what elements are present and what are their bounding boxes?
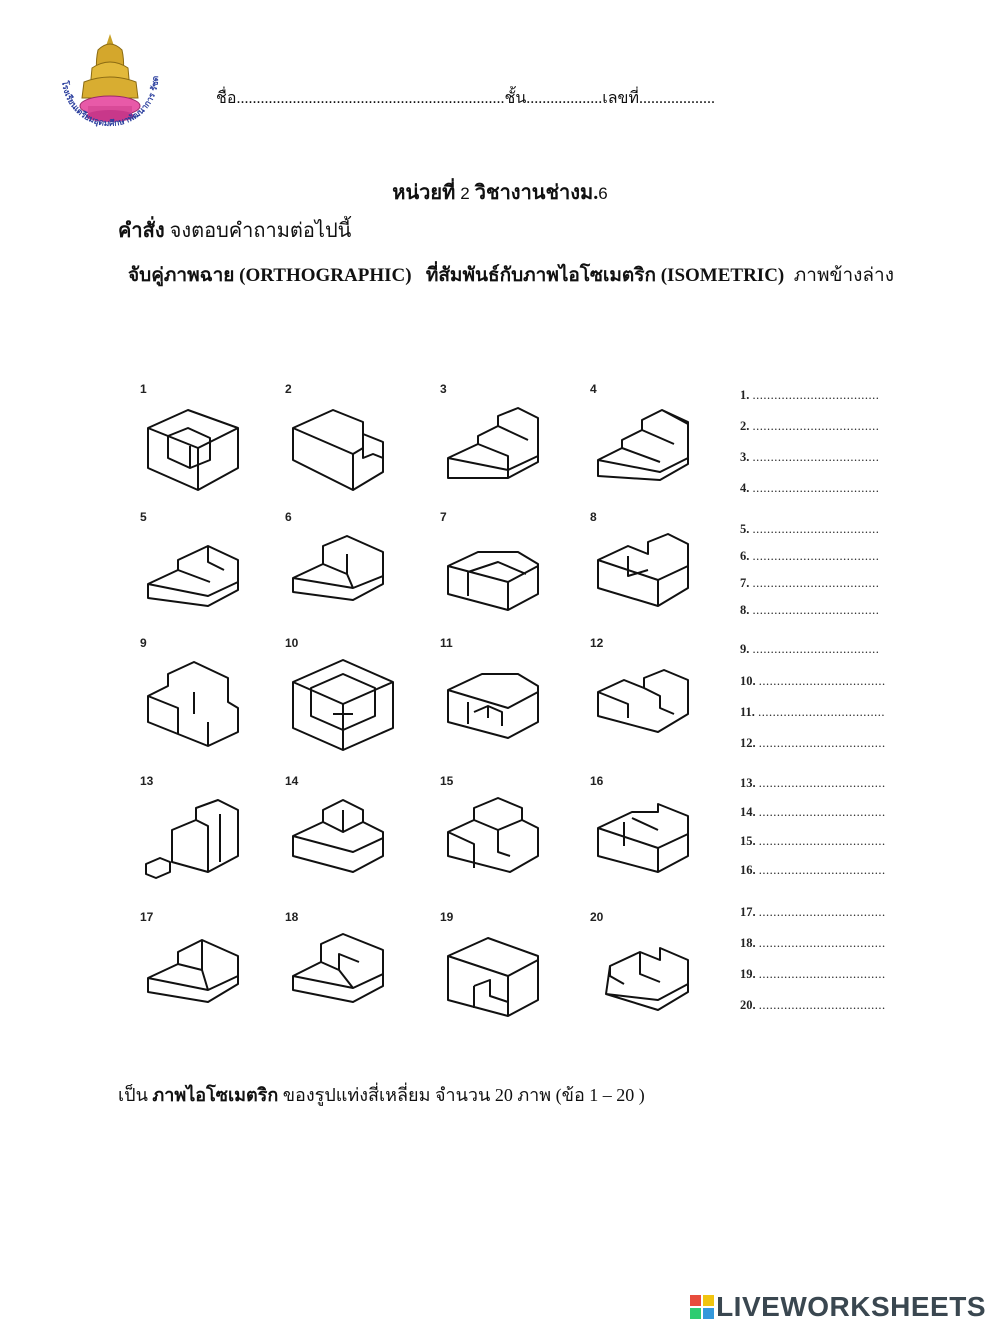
answer-number: 8. xyxy=(740,603,753,617)
instruction-label: คำสั่ง xyxy=(118,220,165,242)
figure-13 xyxy=(128,764,278,890)
answer-blank[interactable]: ................................... xyxy=(758,736,886,750)
answer-row-9 xyxy=(740,642,879,657)
answer-row-17 xyxy=(740,905,886,920)
answer-blank[interactable]: ................................... xyxy=(752,481,880,495)
isometric-figures-grid xyxy=(128,372,718,1032)
isometric-block-drawing xyxy=(138,652,258,752)
figure-9 xyxy=(128,626,278,752)
figure-number: 18 xyxy=(285,910,299,924)
figure-1 xyxy=(128,372,278,498)
class-blank[interactable]: ................... xyxy=(526,90,603,107)
isometric-block-drawing xyxy=(588,652,708,752)
answer-blank[interactable]: ................................... xyxy=(752,576,880,590)
answer-blank[interactable]: ................................... xyxy=(752,603,880,617)
footer-suffix: ของรูปแท่งสี่เหลี่ยม จำนวน 20 ภาพ (ข้อ 1 – 20 ) xyxy=(282,1085,645,1105)
answer-number: 1. xyxy=(740,388,753,402)
answer-number: 17. xyxy=(740,905,759,919)
figure-8 xyxy=(578,500,728,626)
answer-number: 20. xyxy=(740,998,759,1012)
answer-number: 13. xyxy=(740,776,759,790)
isometric-block-drawing xyxy=(138,790,258,890)
answer-row-18 xyxy=(740,936,886,951)
answer-number: 11. xyxy=(740,705,759,719)
answer-number: 14. xyxy=(740,805,759,819)
figure-12 xyxy=(578,626,728,752)
answer-row-4 xyxy=(740,481,879,496)
isometric-block-drawing xyxy=(283,926,403,1026)
answer-blank[interactable]: ................................... xyxy=(758,905,886,919)
answer-blank[interactable]: ................................... xyxy=(752,549,880,563)
brand-square-2 xyxy=(703,1295,714,1306)
answer-number: 2. xyxy=(740,419,753,433)
figure-number: 4 xyxy=(590,382,597,396)
answer-row-2 xyxy=(740,419,879,434)
figure-18 xyxy=(273,900,423,1026)
answer-row-6 xyxy=(740,549,879,564)
brand-square-4 xyxy=(703,1308,714,1319)
answer-number: 16. xyxy=(740,863,759,877)
answer-number: 18. xyxy=(740,936,759,950)
figure-19 xyxy=(428,900,578,1026)
figure-5 xyxy=(128,500,278,626)
answer-number: 7. xyxy=(740,576,753,590)
name-blank[interactable]: ................................................................... xyxy=(236,90,505,107)
answer-row-7 xyxy=(740,576,879,591)
figure-number: 1 xyxy=(140,382,147,396)
figure-number: 20 xyxy=(590,910,604,924)
figure-11 xyxy=(428,626,578,752)
figure-14 xyxy=(273,764,423,890)
answer-number: 10. xyxy=(740,674,759,688)
task-part-3: ภาพข้างล่าง xyxy=(793,265,894,286)
title-grade: 6 xyxy=(598,184,608,203)
figure-4 xyxy=(578,372,728,498)
number-label: เลขที่ xyxy=(602,90,640,107)
answer-row-14 xyxy=(740,805,886,820)
figure-17 xyxy=(128,900,278,1026)
answer-row-8 xyxy=(740,603,879,618)
answer-blank[interactable]: ................................... xyxy=(758,967,886,981)
liveworksheets-mark-icon xyxy=(690,1295,714,1319)
answer-blank[interactable]: ................................... xyxy=(758,674,886,688)
title-subject: วิชางานช่างม. xyxy=(474,182,599,204)
answer-number: 5. xyxy=(740,522,753,536)
task-description xyxy=(128,260,894,290)
answer-row-5 xyxy=(740,522,879,537)
answer-blank[interactable]: ................................... xyxy=(752,522,880,536)
class-label: ชั้น xyxy=(504,90,527,107)
figure-number: 5 xyxy=(140,510,147,524)
task-part-1: จับคู่ภาพฉาย (ORTHOGRAPHIC) xyxy=(128,265,412,286)
figure-16 xyxy=(578,764,728,890)
figure-number: 12 xyxy=(590,636,604,650)
figure-15 xyxy=(428,764,578,890)
figure-number: 19 xyxy=(440,910,454,924)
figure-number: 17 xyxy=(140,910,154,924)
isometric-block-drawing xyxy=(438,652,558,752)
isometric-block-drawing xyxy=(283,790,403,890)
isometric-block-drawing xyxy=(438,926,558,1026)
answer-row-13 xyxy=(740,776,886,791)
figure-number: 6 xyxy=(285,510,292,524)
answer-row-1 xyxy=(740,388,879,403)
isometric-block-drawing xyxy=(438,790,558,890)
answer-blank[interactable]: ................................... xyxy=(752,388,880,402)
figure-number: 15 xyxy=(440,774,454,788)
figure-number: 16 xyxy=(590,774,604,788)
instruction-text: จงตอบคำถามต่อไปนี้ xyxy=(169,220,352,242)
isometric-block-drawing xyxy=(138,398,258,498)
liveworksheets-wordmark: LIVEWORKSHEETS xyxy=(716,1291,986,1322)
isometric-block-drawing xyxy=(588,790,708,890)
answer-blank[interactable]: ................................... xyxy=(758,805,886,819)
task-part-2: ที่สัมพันธ์กับภาพไอโซเมตริก (ISOMETRIC) xyxy=(425,265,785,286)
figure-number: 14 xyxy=(285,774,299,788)
student-info-line xyxy=(216,86,715,111)
figure-number: 3 xyxy=(440,382,447,396)
figure-7 xyxy=(428,500,578,626)
brand-square-3 xyxy=(690,1308,701,1319)
answer-blank[interactable]: ................................... xyxy=(758,863,886,877)
figure-10 xyxy=(273,626,423,752)
answer-number: 6. xyxy=(740,549,753,563)
figure-number: 7 xyxy=(440,510,447,524)
answer-row-19 xyxy=(740,967,886,982)
figure-20 xyxy=(578,900,728,1026)
answer-number: 19. xyxy=(740,967,759,981)
answer-row-11 xyxy=(740,705,885,720)
isometric-block-drawing xyxy=(438,526,558,626)
school-seal-logo xyxy=(48,28,172,152)
figure-number: 13 xyxy=(140,774,154,788)
title-unit-number: 2 xyxy=(460,184,470,203)
footer-bold: ภาพไอโซเมตริก xyxy=(152,1085,279,1105)
isometric-block-drawing xyxy=(138,926,258,1026)
isometric-block-drawing xyxy=(588,926,708,1026)
isometric-block-drawing xyxy=(283,652,403,752)
answer-blank[interactable]: ................................... xyxy=(758,776,886,790)
answer-blank[interactable]: ................................... xyxy=(758,936,886,950)
answer-number: 9. xyxy=(740,642,753,656)
isometric-block-drawing xyxy=(138,526,258,626)
isometric-block-drawing xyxy=(588,526,708,626)
answer-blank[interactable]: ................................... xyxy=(758,705,885,719)
figure-2 xyxy=(273,372,423,498)
isometric-block-drawing xyxy=(588,398,708,498)
figure-6 xyxy=(273,500,423,626)
answer-number: 4. xyxy=(740,481,753,495)
figure-number: 11 xyxy=(440,636,453,650)
answer-number: 12. xyxy=(740,736,759,750)
answer-number: 15. xyxy=(740,834,759,848)
answer-blank[interactable]: ................................... xyxy=(752,450,880,464)
answer-row-20 xyxy=(740,998,886,1013)
footer-prefix: เป็น xyxy=(118,1085,148,1105)
answer-row-16 xyxy=(740,863,886,878)
number-blank[interactable]: ................... xyxy=(639,90,716,107)
page-title xyxy=(0,176,1000,208)
isometric-block-drawing xyxy=(438,398,558,498)
title-unit: หน่วยที่ xyxy=(392,182,456,204)
answer-row-10 xyxy=(740,674,886,689)
name-label: ชื่อ xyxy=(216,90,237,107)
figure-number: 2 xyxy=(285,382,292,396)
answer-blank[interactable]: ................................... xyxy=(752,419,880,433)
answer-blank[interactable]: ................................... xyxy=(758,998,886,1012)
liveworksheets-logo xyxy=(690,1291,986,1323)
school-seal-text: โรงเรียนเตรียมอุดมศึกษาพัฒนาการ รัชด xyxy=(59,75,162,130)
isometric-block-drawing xyxy=(283,398,403,498)
brand-square-1 xyxy=(690,1295,701,1306)
figure-3 xyxy=(428,372,578,498)
answer-blank[interactable]: ................................... xyxy=(758,834,886,848)
figure-number: 9 xyxy=(140,636,147,650)
answer-row-15 xyxy=(740,834,886,849)
answer-row-3 xyxy=(740,450,879,465)
answer-number: 3. xyxy=(740,450,753,464)
answer-row-12 xyxy=(740,736,886,751)
answer-blank[interactable]: ................................... xyxy=(752,642,880,656)
figure-number: 10 xyxy=(285,636,299,650)
instruction xyxy=(118,214,351,246)
isometric-block-drawing xyxy=(283,526,403,626)
footer-note xyxy=(118,1080,645,1109)
figure-number: 8 xyxy=(590,510,597,524)
